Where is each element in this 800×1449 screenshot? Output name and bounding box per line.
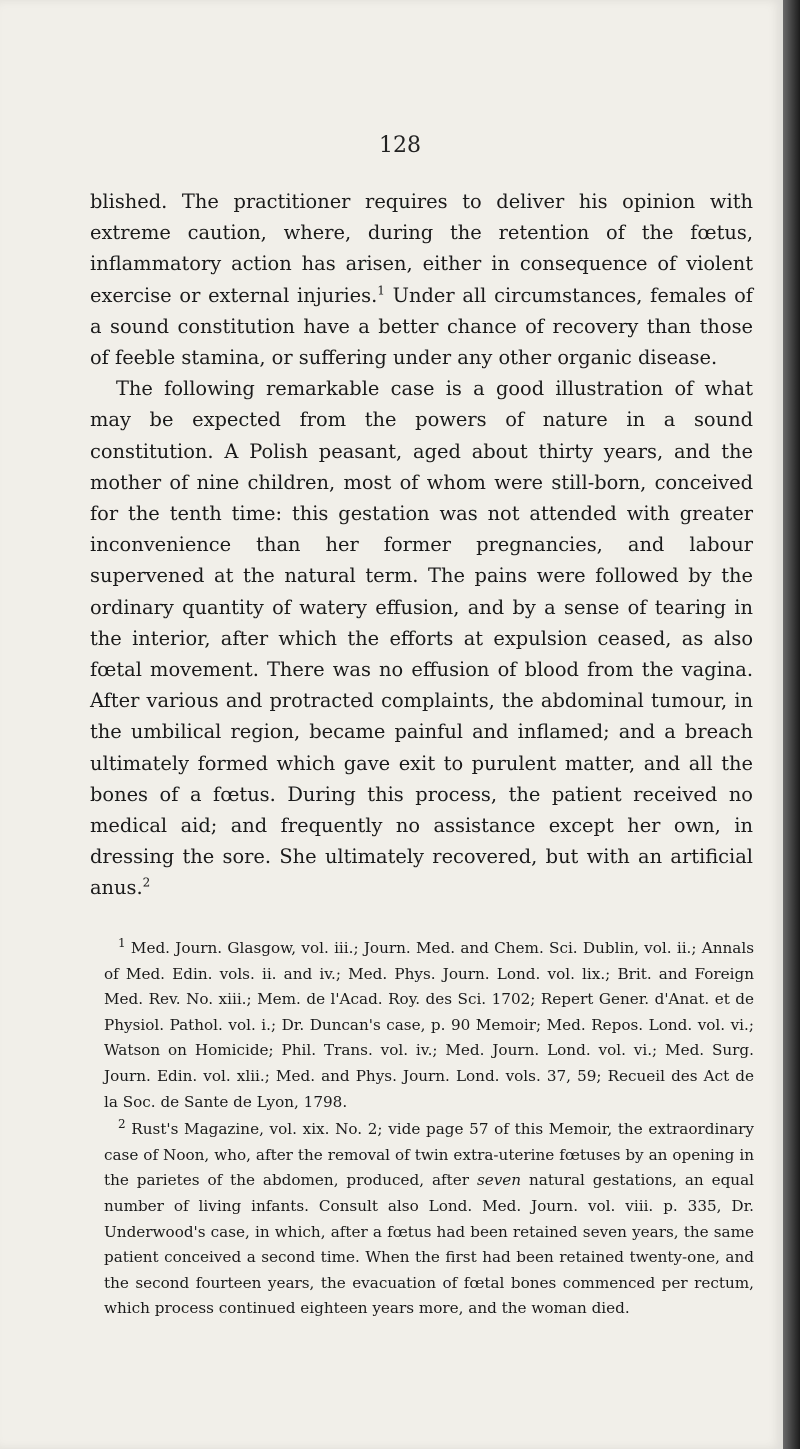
footnote-ref-1: 1 — [377, 283, 385, 298]
paragraph-2 — [90, 373, 753, 903]
footnote-ref-2: 2 — [142, 876, 151, 890]
footnote-1 — [104, 936, 754, 1115]
page-number: 128 — [379, 133, 421, 158]
footnote-2-text-a: Rust's Magazine, vol. xix. No. 2; vide page 57 of this Memoir, the extraordinary case of Noon, who, after the removal of twin extra-uterine fœtuses by an opening in the parietes of the abdomen, produced, after — [104, 1120, 754, 1190]
paragraph-2-text: The following remarkable case is a good illustration of what may be expected from the powers of nature in a sound constitution. A Polish peasant, aged about thirty years, and the mother of nine children, most of whom were still-born, conceived for the tenth time: this gestation was not attended with greater inconvenience than her former pregnancies, and labour supervened at the natural term. The pains were followed by the ordinary quantity of watery effusion, and by a sense of tearing in the interior, after which the efforts at expulsion ceased, as also fœtal movement. There was no effusion of blood from the vagina. After various and protracted complaints, the abdominal tumour, in the umbilical region, became painful and inflamed; and a breach ultimately formed which gave exit to purulent matter, and all the bones of a fœtus. During this process, the patient received no medical aid; and frequently no assistance except her own, in dressing the sore. She ultimately recovered, but with an artificial anus. — [90, 377, 753, 900]
footnote-2-italic: seven — [476, 1171, 522, 1190]
paragraph-1-text-b: Under all circumstances, females of a sound constitution have a better chance of recovery than those of feeble stamina, or suffering under any other organic disease. — [90, 283, 753, 370]
footnote-1-text: Med. Journ. Glasgow, vol. iii.; Journ. Med. and Chem. Sci. Dublin, vol. ii.; Annals of Med. Edin. vols. ii. and iv.; Med. Phys. Journ. Lond. vol. lix.; Brit. and Foreign Med. Rev. No. xiii.; Mem. de l'Acad. Roy. des Sci. 1702; Repert Gener. d'Anat. et de Physiol. Pathol. vol. i.; Dr. Duncan's case, p. 90 Memoir; Med. Repos. Lond. vol. vi.; Watson on Homicide; Phil. Trans. vol. iv.; Med. Journ. Lond. vol. vi.; Med. Surg. Journ. Edin. vol. xlii.; Med. and Phys. Journ. Lond. vols. 37, 59; Recueil des Act de la Soc. de Sante de Lyon, 1798. — [104, 939, 754, 1111]
footnotes — [104, 936, 754, 1322]
paragraph-1-text-a: blished. The practitioner requires to deliver his opinion with extreme caution, where, during the retention of the fœtus, inflammatory action has arisen, either in consequence of violent exercise or external injuries. — [90, 190, 753, 307]
footnote-2-mark: 2 — [118, 1117, 126, 1132]
footnote-2-text-b: natural gestations, an equal number of living infants. Consult also Lond. Med. Journ. vol. viii. p. 335, Dr. Underwood's case, in which, after a fœtus had been retained seven years, the same patient conceived a second time. When the first had been retained twenty-one, and the second fourteen years, the evacuation of fœtal bones commenced per rectum, which process continued eighteen years more, and the woman died. — [104, 1171, 754, 1318]
footnote-1-mark: 1 — [118, 935, 126, 950]
paragraph-1 — [90, 186, 753, 373]
footnote-2 — [104, 1117, 754, 1322]
page-edge-shadow — [783, 0, 800, 1449]
main-text — [90, 186, 753, 904]
